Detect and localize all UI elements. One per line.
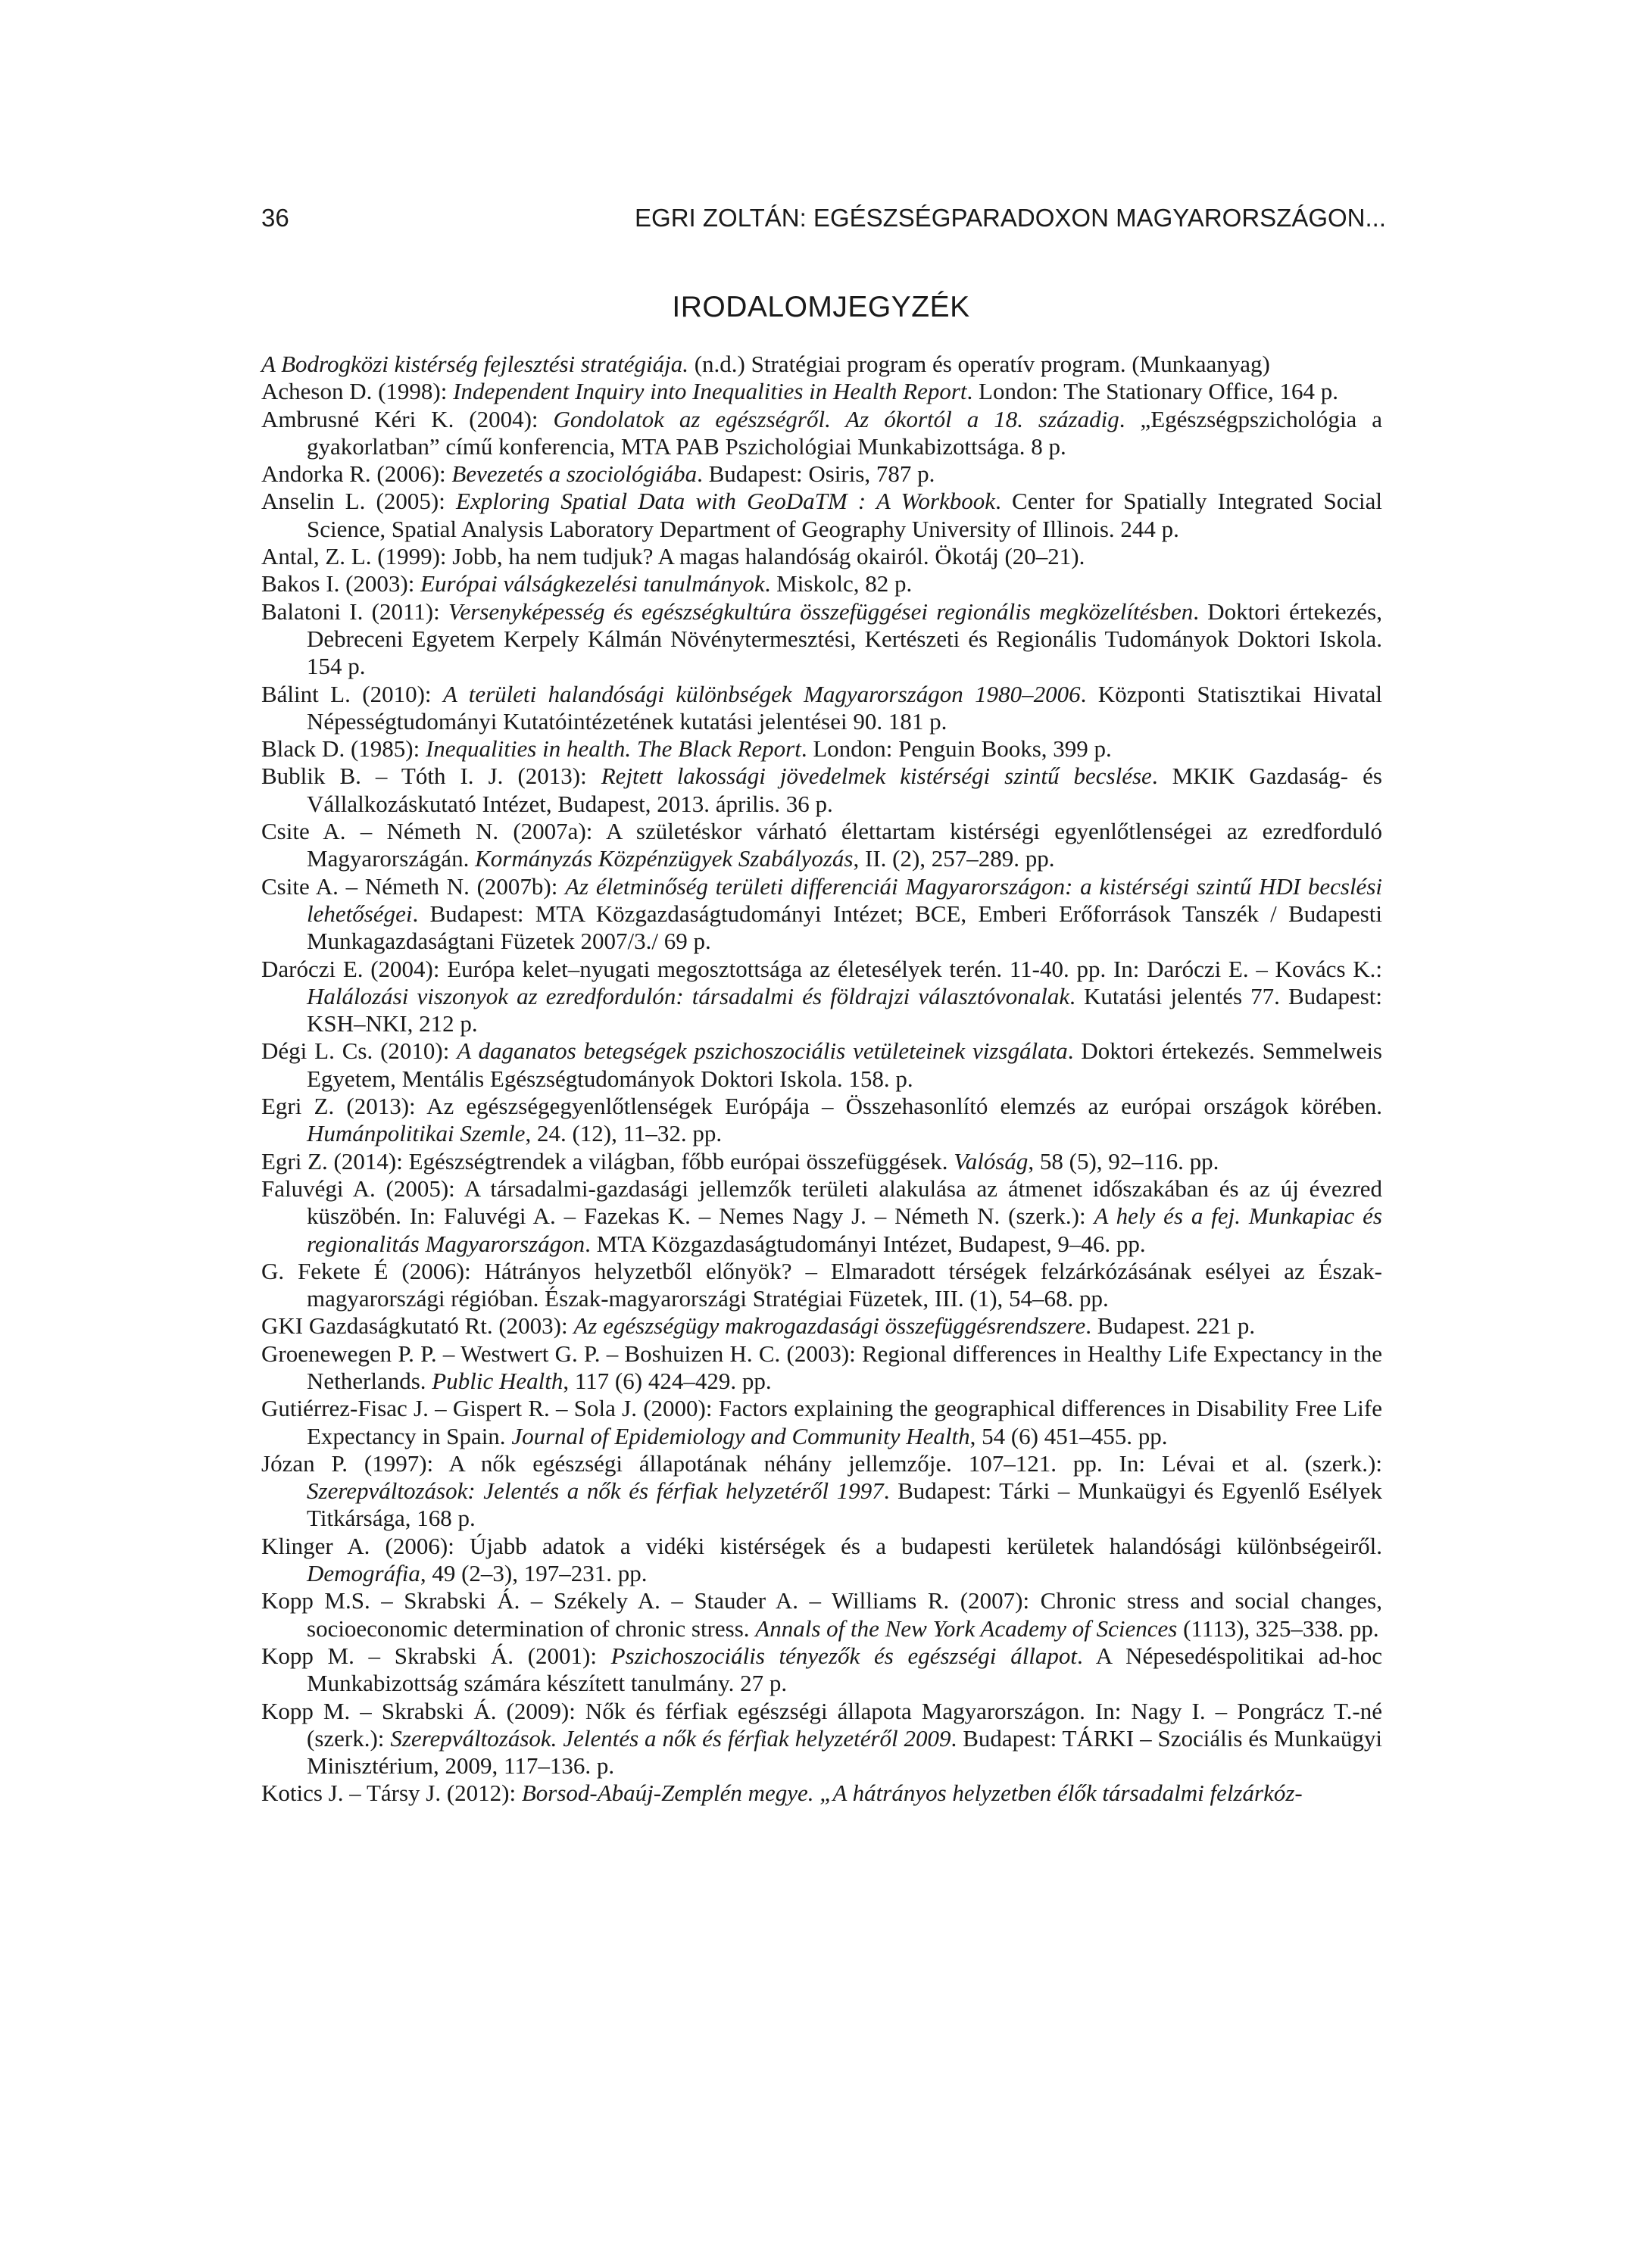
- reference-title-italic: A Bodrogközi kistérség fejlesztési stratégiája.: [261, 351, 688, 377]
- reference-title-italic: Pszichoszociális tényezők és egészségi állapot: [610, 1642, 1078, 1669]
- reference-list: [261, 351, 1382, 1808]
- reference-text: , 49 (2–3), 197–231. pp.: [420, 1560, 648, 1587]
- reference-item: [261, 1780, 1382, 1807]
- reference-text: . Központi Statisztikai Hivatal Népességtudományi Kutatóintézetének kutatási jelentései 90. 181 p.: [307, 680, 1382, 735]
- reference-text: . Budapest: Osiris, 787 p.: [697, 460, 935, 488]
- reference-text: , 24. (12), 11–32. pp.: [525, 1120, 723, 1147]
- reference-title-italic: Az életminőség területi differenciái Magyarországon: a kistérségi szintű HDI becslési lehetőségei: [307, 872, 1382, 927]
- reference-text: Kopp M. – Skrabski Á. (2001):: [261, 1642, 611, 1669]
- reference-text: Ambrusné Kéri K. (2004):: [261, 405, 554, 432]
- reference-item: [261, 406, 1382, 461]
- reference-title-italic: Borsod-Abaúj-Zemplén megye. „A hátrányos helyzetben élők társadalmi felzárkóz-: [521, 1780, 1303, 1807]
- reference-text: Andorka R. (2006):: [261, 460, 452, 488]
- reference-item: [261, 1698, 1382, 1780]
- reference-item: [261, 1450, 1382, 1533]
- reference-text: . A Népesedéspolitikai ad-hoc Munkabizottság számára készített tanulmány. 27 p.: [307, 1642, 1383, 1697]
- reference-text: Csite A. – Németh N. (2007a): A születéskor várható élettartam kistérségi egyenlőtlenségei az ezredforduló Magyarországán.: [261, 818, 1382, 872]
- reference-text: Bakos I. (2003):: [261, 570, 421, 597]
- reference-text: Anselin L. (2005):: [261, 488, 457, 515]
- reference-text: Kopp M.S. – Skrabski Á. – Székely A. – Stauder A. – Williams R. (2007): Chronic stress and social changes, socioeconomic determination of chronic stress.: [261, 1587, 1382, 1642]
- reference-text: Egri Z. (2014): Egészségtrendek a világban, főbb európai összefüggések.: [261, 1147, 954, 1175]
- reference-text: Faluvégi A. (2005): A társadalmi-gazdasági jellemzők területi alakulása az átmenet időszakában és az új évezred küszöbén. In: Faluvégi A. – Fazekas K. – Nemes Nagy J. – Németh N. (szerk.):: [261, 1175, 1382, 1230]
- reference-item: [261, 1093, 1382, 1148]
- reference-item: [261, 351, 1382, 378]
- reference-text: Kotics J. – Társy J. (2012):: [261, 1780, 522, 1807]
- reference-item: [261, 460, 1382, 488]
- reference-title-italic: Exploring Spatial Data with GeoDaTM : A Workbook: [456, 488, 996, 515]
- reference-item: [261, 488, 1382, 543]
- reference-item: [261, 681, 1382, 736]
- reference-item: [261, 1148, 1382, 1175]
- reference-item: [261, 1258, 1382, 1313]
- reference-text: Acheson D. (1998):: [261, 378, 454, 405]
- reference-item: [261, 1312, 1382, 1340]
- reference-title-italic: Rejtett lakossági jövedelmek kistérségi szintű becslése: [601, 763, 1152, 790]
- reference-title-italic: Inequalities in health. The Black Report: [425, 735, 801, 763]
- reference-text: . Budapest: MTA Közgazdaságtudományi Intézet; BCE, Emberi Erőforrások Tanszék / Budapesti Munkagazdaságtani Füzetek 2007/3./ 69 p.: [307, 900, 1382, 955]
- reference-title-italic: A hely és a fej. Munkapiac és regionalitás Magyarországon: [307, 1203, 1382, 1257]
- reference-item: [261, 763, 1382, 818]
- reference-text: Dégi L. Cs. (2010):: [261, 1037, 457, 1065]
- reference-item: [261, 543, 1382, 570]
- reference-text: . Budapest: Tárki – Munkaügyi és Egyenlő Esélyek Titkársága, 168 p.: [307, 1477, 1382, 1532]
- section-title: IRODALOMJEGYZÉK: [672, 291, 970, 323]
- reference-title-italic: Public Health: [432, 1367, 563, 1394]
- reference-text: Bálint L. (2010):: [261, 680, 443, 707]
- reference-text: Klinger A. (2006): Újabb adatok a vidéki kistérségek és a budapesti kerületek halandósági különbségeiről.: [261, 1532, 1382, 1559]
- reference-item: [261, 378, 1382, 405]
- reference-item: [261, 1037, 1382, 1093]
- reference-title-italic: Demográfia: [307, 1560, 420, 1587]
- reference-title-italic: Szerepváltozások: Jelentés a nők és férfiak helyzetéről 1997: [307, 1477, 884, 1505]
- reference-item: [261, 735, 1382, 763]
- reference-item: [261, 598, 1382, 681]
- reference-text: G. Fekete É (2006): Hátrányos helyzetből előnyök? – Elmaradott térségek felzárkózásának esélyei az Észak-magyarországi régióban. Észak-magyarországi Stratégiai Füzetek, III. (1), 54–68. pp.: [261, 1257, 1382, 1312]
- reference-item: [261, 1340, 1382, 1396]
- reference-item: [261, 570, 1382, 597]
- reference-text: . Center for Spatially Integrated Social Science, Spatial Analysis Laboratory Department of Geography University of Illinois. 244 p.: [307, 488, 1383, 542]
- reference-text: (n.d.) Stratégiai program és operatív program. (Munkaanyag): [688, 351, 1270, 377]
- reference-title-italic: A területi halandósági különbségek Magyarországon 1980–2006: [442, 680, 1081, 707]
- reference-item: [261, 956, 1382, 1038]
- reference-text: Egri Z. (2013): Az egészségegyenlőtlenségek Európája – Összehasonlító elemzés az európai országok körében.: [261, 1093, 1382, 1120]
- reference-item: [261, 873, 1382, 956]
- reference-title-italic: Az egészségügy makrogazdasági összefüggésrendszere: [573, 1312, 1086, 1340]
- reference-item: [261, 1643, 1382, 1698]
- reference-title-italic: Szerepváltozások. Jelentés a nők és férfiak helyzetéről 2009: [390, 1724, 951, 1752]
- reference-text: , II. (2), 257–289. pp.: [853, 845, 1055, 872]
- reference-text: . Doktori értekezés. Semmelweis Egyetem, Mentális Egészségtudományok Doktori Iskola. 158. p.: [307, 1037, 1383, 1092]
- reference-text: (1113), 325–338. pp.: [1177, 1614, 1379, 1642]
- reference-text: . MKIK Gazdaság- és Vállalkozáskutató Intézet, Budapest, 2013. április. 36 p.: [307, 763, 1382, 817]
- reference-text: . MTA Közgazdaságtudományi Intézet, Budapest, 9–46. pp.: [585, 1230, 1146, 1257]
- reference-title-italic: Independent Inquiry into Inequalities in Health Report: [453, 378, 967, 405]
- reference-text: Józan P. (1997): A nők egészségi állapotának néhány jellemzője. 107–121. pp. In: Lévai et al. (szerk.):: [261, 1449, 1382, 1477]
- reference-text: Daróczi E. (2004): Európa kelet–nyugati megosztottsága az életesélyek terén. 11-40. pp. In: Daróczi E. – Kovács K.:: [261, 955, 1382, 982]
- reference-text: Gutiérrez-Fisac J. – Gispert R. – Sola J. (2000): Factors explaining the geographical differences in Disability Free Life Expectancy in Spain.: [261, 1395, 1382, 1449]
- running-head-title: EGRI ZOLTÁN: EGÉSZSÉGPARADOXON MAGYARORSZÁGON...: [635, 204, 1386, 232]
- reference-text: Balatoni I. (2011):: [261, 597, 449, 625]
- reference-text: . Budapest. 221 p.: [1085, 1312, 1256, 1340]
- reference-text: GKI Gazdaságkutató Rt. (2003):: [261, 1312, 574, 1340]
- reference-item: [261, 1175, 1382, 1258]
- reference-title-italic: Európai válságkezelési tanulmányok: [420, 570, 765, 597]
- reference-text: Groenewegen P. P. – Westwert G. P. – Boshuizen H. C. (2003): Regional differences in Healthy Life Expectancy in the Netherlands.: [261, 1340, 1382, 1394]
- reference-text: Kopp M. – Skrabski Á. (2009): Nők és férfiak egészségi állapota Magyarországon. In: Nagy I. – Pongrácz T.-né (szerk.):: [261, 1697, 1382, 1752]
- reference-text: . Miskolc, 82 p.: [764, 570, 913, 597]
- reference-title-italic: Gondolatok az egészségről. Az ókortól a 18. századig: [553, 405, 1119, 432]
- reference-text: , 58 (5), 92–116. pp.: [1028, 1147, 1219, 1175]
- reference-title-italic: Halálozási viszonyok az ezredfordulón: társadalmi és földrajzi választóvonalak: [307, 982, 1070, 1009]
- reference-text: Antal, Z. L. (1999): Jobb, ha nem tudjuk? A magas halandóság okairól. Ökotáj (20–21).: [261, 543, 1085, 570]
- reference-text: . London: Penguin Books, 399 p.: [801, 735, 1112, 763]
- reference-text: , 117 (6) 424–429. pp.: [563, 1367, 772, 1394]
- page-number: 36: [261, 204, 289, 232]
- reference-text: . London: The Stationary Office, 164 p.: [966, 378, 1339, 405]
- reference-text: . „Egészségpszichológia a gyakorlatban” című konferencia, MTA PAB Pszichológiai Munkabizottsága. 8 p.: [307, 405, 1382, 460]
- reference-title-italic: Bevezetés a szociológiába: [451, 460, 698, 488]
- reference-text: . Kutatási jelentés 77. Budapest: KSH–NKI, 212 p.: [307, 982, 1382, 1037]
- reference-text: . Budapest: TÁRKI – Szociális és Munkaügyi Minisztérium, 2009, 117–136. p.: [307, 1724, 1382, 1780]
- reference-item: [261, 818, 1382, 873]
- reference-title-italic: Journal of Epidemiology and Community Health: [511, 1422, 970, 1449]
- reference-item: [261, 1587, 1382, 1643]
- reference-item: [261, 1533, 1382, 1588]
- reference-title-italic: Valóság: [954, 1147, 1029, 1175]
- reference-title-italic: Humánpolitikai Szemle: [307, 1120, 526, 1147]
- reference-title-italic: Kormányzás Közpénzügyek Szabályozás: [475, 845, 854, 872]
- reference-item: [261, 1395, 1382, 1450]
- reference-text: Black D. (1985):: [261, 735, 426, 763]
- reference-title-italic: Annals of the New York Academy of Sciences: [755, 1614, 1178, 1642]
- reference-text: . Doktori értekezés, Debreceni Egyetem Kerpely Kálmán Növénytermesztési, Kertészeti és Regionális Tudományok Doktori Iskola. 154 p.: [307, 597, 1382, 680]
- reference-text: Bublik B. – Tóth I. J. (2013):: [261, 763, 601, 790]
- reference-title-italic: Versenyképesség és egészségkultúra összefüggései regionális megközelítésben: [448, 597, 1194, 625]
- reference-text: Csite A. – Németh N. (2007b):: [261, 872, 566, 900]
- reference-title-italic: A daganatos betegségek pszichoszociális vetületeinek vizsgálata: [457, 1037, 1068, 1065]
- reference-text: , 54 (6) 451–455. pp.: [969, 1422, 1168, 1449]
